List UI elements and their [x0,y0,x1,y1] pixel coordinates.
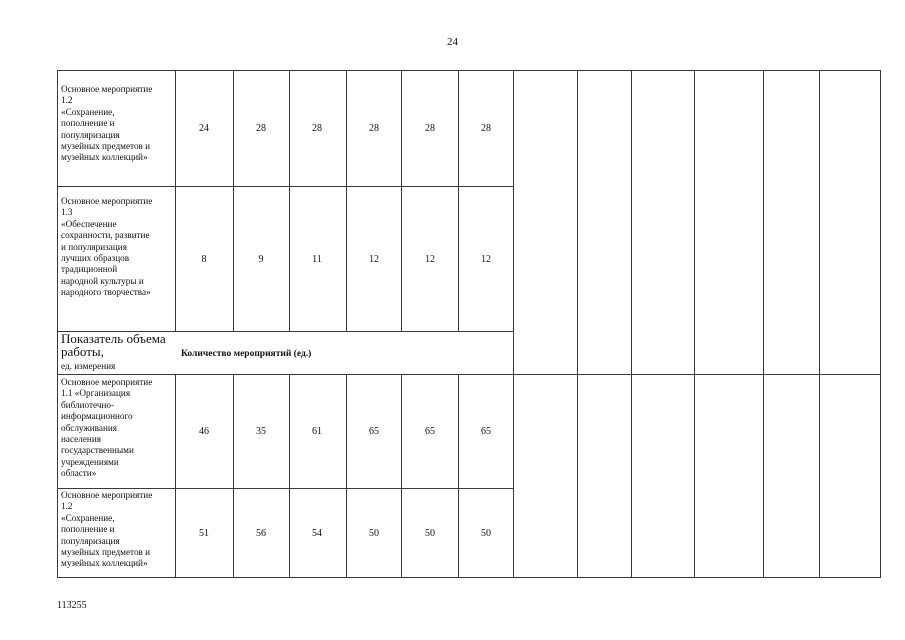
row-value: 65 [369,426,379,437]
row-value: 61 [312,426,322,437]
table-border-top [57,70,881,71]
row-label: Основное мероприятие 1.3 «Обеспечение сохранности, развитие и популяризация лучших образцов традиционной народной культуры и народного творчества» [61,196,153,298]
row-value: 28 [369,123,379,134]
row-value: 65 [481,426,491,437]
table-col-divider [458,375,459,577]
table-row-divider [57,374,881,375]
row-label: Основное мероприятие 1.1 «Организация библиотечно- информационного обслуживания населения государственными учреждениями области» [61,377,153,479]
table-border-right [880,70,881,577]
row-value: 28 [425,123,435,134]
row-value: 50 [369,528,379,539]
footer-code: 113255 [57,600,87,611]
table-col-divider [458,70,459,331]
row-label: Основное мероприятие 1.2 «Сохранение, пополнение и популяризация музейных предметов и музейных коллекций» [61,84,153,163]
table-col-divider [819,70,820,577]
row-value: 12 [369,254,379,265]
table-border-bottom [57,577,881,578]
table-col-divider [513,70,514,577]
table-col-divider [289,375,290,577]
table-col-divider [289,70,290,331]
row-value: 9 [258,254,264,265]
table-col-divider [631,70,632,577]
table-col-divider [763,70,764,577]
row-label: Основное мероприятие 1.2 «Сохранение, пополнение и популяризация музейных предметов и музейных коллекций» [61,490,153,569]
row-value: 50 [481,528,491,539]
table-col-divider [175,70,176,331]
table-col-divider [401,375,402,577]
table-col-divider [175,375,176,577]
indicator-unit-label: ед. измерения [61,361,116,371]
row-value: 56 [256,528,266,539]
row-value: 12 [425,254,435,265]
row-value: 46 [199,426,209,437]
row-value: 54 [312,528,322,539]
row-value: 51 [199,528,209,539]
table-col-divider [233,70,234,331]
table-col-divider [346,70,347,331]
page-number: 24 [447,36,458,48]
indicator-title: Показатель объема работы, [61,331,166,359]
row-value: 24 [199,123,209,134]
table-col-divider [233,375,234,577]
table-col-divider [346,375,347,577]
row-value: 28 [256,123,266,134]
row-value: 28 [312,123,322,134]
table-row-divider [57,186,514,187]
row-value: 50 [425,528,435,539]
row-value: 8 [201,254,207,265]
row-value: 35 [256,426,266,437]
table-col-divider [577,70,578,577]
table-row-divider [57,488,514,489]
table-border-left [57,70,58,577]
table-col-divider [694,70,695,577]
row-value: 28 [481,123,491,134]
indicator-value: Количество мероприятий (ед.) [181,349,312,359]
row-value: 12 [481,254,491,265]
row-value: 11 [312,254,322,265]
row-value: 65 [425,426,435,437]
table-col-divider [401,70,402,331]
